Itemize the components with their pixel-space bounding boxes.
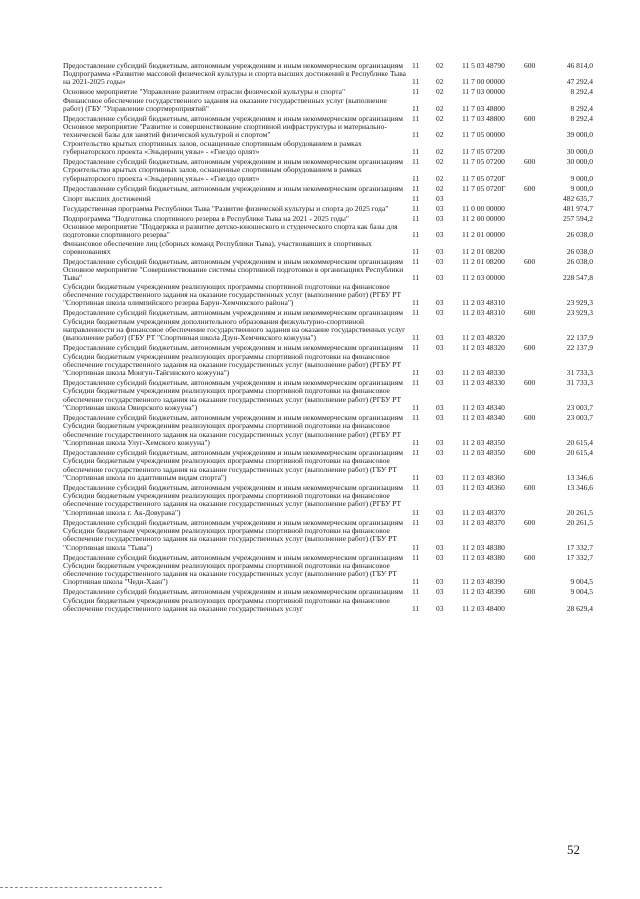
row-section: 11 <box>412 246 420 256</box>
row-amount: 8 292,4 <box>570 87 593 97</box>
row-expense-type <box>524 422 552 447</box>
row-target-article: 11 2 03 48360 <box>462 472 505 482</box>
row-expense-type <box>524 283 552 308</box>
row-amount: 482 635,7 <box>563 193 593 203</box>
table-row <box>63 123 593 140</box>
row-expense-type <box>524 318 552 343</box>
row-name: Предоставление субсидий бюджетным, автономным учреждениям и иным некоммерческим организациям <box>63 183 403 193</box>
row-subsection: 03 <box>436 577 444 587</box>
row-target-article: 11 2 03 48360 <box>462 482 505 492</box>
row-amount: 31 733,3 <box>566 368 593 378</box>
row-target-article: 11 7 03 48800 <box>462 113 505 123</box>
row-amount: 228 547,8 <box>563 273 593 283</box>
row-expense-type <box>524 87 552 97</box>
row-amount: 28 629,4 <box>566 604 593 614</box>
row-name: Субсидии бюджетным учреждениям реализующих программы спортивной подготовки на финансовое обеспечение государственного задания на оказание государственных услуг (выполнение работ) (РГБУ РТ "Спортивная школа Овюрского кожууна") <box>63 386 402 413</box>
row-section: 11 <box>412 147 420 157</box>
row-amount: 9 000,0 <box>570 183 593 193</box>
row-target-article: 11 7 03 00000 <box>462 87 505 97</box>
row-name: Основное мероприятие "Управление развитием отрасли физической культуры и спорта" <box>63 87 346 97</box>
row-subsection: 03 <box>436 343 444 353</box>
row-expense-type <box>524 203 552 213</box>
row-expense-type <box>524 193 552 203</box>
row-expense-type: 600 <box>524 60 536 70</box>
table-row <box>63 318 593 343</box>
row-amount: 8 292,4 <box>570 103 593 113</box>
row-subsection: 03 <box>436 256 444 266</box>
row-target-article: 11 2 01 00000 <box>462 230 505 240</box>
row-target-article: 11 5 03 48790 <box>462 60 505 70</box>
row-target-article: 11 7 05 0720Г <box>462 183 506 193</box>
row-target-article: 11 2 03 48340 <box>462 413 505 423</box>
row-section: 11 <box>412 587 420 597</box>
table-row <box>63 283 593 308</box>
row-target-article: 11 2 03 48340 <box>462 403 505 413</box>
table-row <box>63 597 593 614</box>
row-name: Основное мероприятие "Поддержка и развитие детско-юношеского и студенческого спорта как базы для подготовки спортивного резерва" <box>63 221 398 240</box>
row-subsection: 03 <box>436 298 444 308</box>
row-target-article: 11 2 03 48390 <box>462 577 505 587</box>
row-expense-type <box>524 123 552 140</box>
row-name: Субсидии бюджетным учреждениям реализующих программы спортивной подготовки на финансовое обеспечение государственного задания на оказание государственных услуг (выполнение работ) (ГБУ РТ Спортивная школа "Чеди-Хаан") <box>63 560 397 587</box>
row-target-article: 11 2 03 48330 <box>462 378 505 388</box>
row-amount: 17 332,7 <box>566 552 593 562</box>
row-subsection: 03 <box>436 368 444 378</box>
row-amount: 13 346,6 <box>566 482 593 492</box>
row-target-article: 11 2 03 48370 <box>462 517 505 527</box>
row-subsection: 03 <box>436 230 444 240</box>
row-expense-type: 600 <box>524 517 536 527</box>
row-section: 11 <box>412 203 420 213</box>
row-amount: 20 261,5 <box>566 507 593 517</box>
row-subsection: 02 <box>436 113 444 123</box>
row-subsection: 03 <box>436 542 444 552</box>
row-section: 11 <box>412 542 420 552</box>
budget-document <box>63 60 593 613</box>
row-subsection: 03 <box>436 507 444 517</box>
row-expense-type <box>524 562 552 587</box>
row-name: Субсидии бюджетным учреждениям реализующих программы спортивной подготовки на финансовое обеспечение государственного задания на оказание государственных услуг (выполнение работ) (РГБУ РТ "Спортивная школа Улуг-Хемского кожууна") <box>63 421 402 447</box>
table-row <box>63 353 593 378</box>
row-section: 11 <box>412 230 420 240</box>
row-amount: 39 000,0 <box>566 130 593 140</box>
row-section: 11 <box>412 413 420 423</box>
table-row <box>63 266 593 283</box>
table-row <box>63 422 593 447</box>
row-section: 11 <box>412 472 420 482</box>
table-row <box>63 97 593 114</box>
row-section: 11 <box>412 77 420 87</box>
row-section: 11 <box>412 437 420 447</box>
row-name: Предоставление субсидий бюджетным, автономным учреждениям и иным некоммерческим организациям <box>63 517 403 527</box>
row-target-article: 11 7 00 00000 <box>462 77 505 87</box>
table-row <box>63 527 593 552</box>
row-subsection: 02 <box>436 87 444 97</box>
row-expense-type <box>524 70 552 87</box>
row-target-article: 11 2 03 48350 <box>462 447 505 457</box>
row-expense-type: 600 <box>524 587 536 597</box>
row-expense-type <box>524 597 552 614</box>
row-subsection: 02 <box>436 157 444 167</box>
row-name: Предоставление субсидий бюджетным, автономным учреждениям и иным некоммерческим организациям <box>63 113 403 123</box>
table-row <box>63 140 593 157</box>
row-amount: 20 615,4 <box>566 437 593 447</box>
row-section: 11 <box>412 298 420 308</box>
row-section: 11 <box>412 577 420 587</box>
row-subsection: 02 <box>436 173 444 183</box>
row-section: 11 <box>412 507 420 517</box>
row-amount: 46 814,0 <box>566 60 593 70</box>
row-section: 11 <box>412 273 420 283</box>
row-subsection: 03 <box>436 437 444 447</box>
budget-table-body <box>63 60 593 613</box>
row-subsection: 03 <box>436 203 444 213</box>
row-name: Предоставление субсидий бюджетным, автономным учреждениям и иным некоммерческим организациям <box>63 587 403 597</box>
row-amount: 8 292,4 <box>570 113 593 123</box>
table-row <box>63 562 593 587</box>
row-section: 11 <box>412 552 420 562</box>
row-name: Субсидии бюджетным учреждениям реализующих программы спортивной подготовки на финансовое обеспечение государственного задания на оказание государственных услуг <box>63 595 390 614</box>
row-expense-type: 600 <box>524 552 536 562</box>
row-expense-type <box>524 492 552 517</box>
row-name: Подпрограмма «Развитие массовой физической культуры и спорта высших достижений в Республике Тыва на 2021-2025 годы» <box>63 69 406 87</box>
row-target-article: 11 7 05 07200 <box>462 157 505 167</box>
row-section: 11 <box>412 193 420 203</box>
table-row <box>63 203 593 213</box>
row-amount: 9 000,0 <box>570 173 593 183</box>
row-section: 11 <box>412 130 420 140</box>
row-amount: 23 003,7 <box>566 413 593 423</box>
row-target-article: 11 2 00 00000 <box>462 213 505 223</box>
row-expense-type: 600 <box>524 308 536 318</box>
row-subsection: 03 <box>436 308 444 318</box>
row-name: Государственная программа Республики Тыва "Развитие физической культуры и спорта до 2025 года" <box>63 203 389 213</box>
row-section: 11 <box>412 87 420 97</box>
row-subsection: 03 <box>436 378 444 388</box>
row-section: 11 <box>412 213 420 223</box>
row-section: 11 <box>412 343 420 353</box>
row-subsection: 02 <box>436 77 444 87</box>
table-row <box>63 223 593 240</box>
row-target-article: 11 7 03 48800 <box>462 103 505 113</box>
row-name: Основное мероприятие "Развитие и совершенствование спортивной инфраструктуры и материально-технической базы для занятий физической культурой и спортом" <box>63 122 387 140</box>
row-amount: 23 003,7 <box>566 403 593 413</box>
row-expense-type: 600 <box>524 413 536 423</box>
row-target-article: 11 2 03 48390 <box>462 587 505 597</box>
row-section: 11 <box>412 60 420 70</box>
row-target-article: 11 7 05 00000 <box>462 130 505 140</box>
row-target-article: 11 7 05 07200 <box>462 147 505 157</box>
row-target-article: 11 2 03 48370 <box>462 507 505 517</box>
row-section: 11 <box>412 103 420 113</box>
row-amount: 26 038,0 <box>566 230 593 240</box>
row-section: 11 <box>412 517 420 527</box>
table-row <box>63 183 593 193</box>
row-section: 11 <box>412 378 420 388</box>
row-name: Финансовое обеспечение государственного задания на оказание государственных услуг (выполнение работ) (ГБУ "Управление спортмероприятий" <box>63 95 387 113</box>
table-row <box>63 492 593 517</box>
row-expense-type: 600 <box>524 157 536 167</box>
row-name: Строительство крытых спортивных залов, оснащенные спортивным оборудованием в рамках губернаторского проекта «Эньдерниң уязы» - «Гнездо орлят» <box>63 165 362 183</box>
row-name: Спорт высших достижений <box>63 193 151 203</box>
row-name: Субсидии бюджетным учреждениям реализующих программы спортивной подготовки на финансовое обеспечение государственного задания на оказание государственных услуг (выполнение работ) (ГБУ РТ "Спортивная школа "Тыва") <box>63 525 397 552</box>
row-subsection: 02 <box>436 183 444 193</box>
row-name: Предоставление субсидий бюджетным, автономным учреждениям и иным некоммерческим организациям <box>63 308 403 318</box>
row-target-article: 11 2 03 48320 <box>462 343 505 353</box>
row-name: Субсидии бюджетным учреждениям реализующих программы спортивной подготовки на финансовое обеспечение государственного задания на оказание государственных услуг (выполнение работ) (ГБУ РТ "Спортивная школа по адаптивным видам спорта") <box>63 456 397 482</box>
row-subsection: 03 <box>436 604 444 614</box>
row-amount: 9 004,5 <box>570 587 593 597</box>
row-section: 11 <box>412 256 420 266</box>
row-subsection: 03 <box>436 213 444 223</box>
row-target-article: 11 0 00 00000 <box>462 203 505 213</box>
table-row <box>63 387 593 412</box>
row-subsection: 03 <box>436 413 444 423</box>
table-row <box>63 166 593 183</box>
row-expense-type <box>524 240 552 257</box>
row-subsection: 03 <box>436 517 444 527</box>
page-number: 52 <box>567 842 580 857</box>
row-target-article <box>462 193 524 203</box>
row-name: Предоставление субсидий бюджетным, автономным учреждениям и иным некоммерческим организациям <box>63 378 403 388</box>
table-row <box>63 240 593 257</box>
row-target-article: 11 2 03 48310 <box>462 298 505 308</box>
row-expense-type <box>524 166 552 183</box>
row-subsection: 03 <box>436 472 444 482</box>
row-name: Предоставление субсидий бюджетным, автономным учреждениям и иным некоммерческим организациям <box>63 60 403 70</box>
row-subsection: 02 <box>436 60 444 70</box>
row-section: 11 <box>412 447 420 457</box>
row-expense-type: 600 <box>524 113 536 123</box>
row-amount: 20 615,4 <box>566 447 593 457</box>
table-row <box>63 70 593 87</box>
row-subsection: 03 <box>436 273 444 283</box>
row-name: Предоставление субсидий бюджетным, автономным учреждениям и иным некоммерческим организациям <box>63 447 403 457</box>
row-expense-type: 600 <box>524 447 536 457</box>
row-name: Предоставление субсидий бюджетным, автономным учреждениям и иным некоммерческим организациям <box>63 413 403 423</box>
row-name: Предоставление субсидий бюджетным, автономным учреждениям и иным некоммерческим организациям <box>63 343 403 353</box>
row-expense-type <box>524 97 552 114</box>
table-row <box>63 193 593 203</box>
row-amount: 47 292,4 <box>566 77 593 87</box>
row-subsection: 02 <box>436 103 444 113</box>
row-target-article: 11 2 01 08200 <box>462 256 505 266</box>
row-name: Предоставление субсидий бюджетным, автономным учреждениям и иным некоммерческим организациям <box>63 482 403 492</box>
row-amount: 23 929,3 <box>566 298 593 308</box>
row-expense-type <box>524 140 552 157</box>
row-amount: 26 038,0 <box>566 256 593 266</box>
table-row <box>63 457 593 482</box>
budget-table <box>63 60 593 613</box>
row-name: Предоставление субсидий бюджетным, автономным учреждениям и иным некоммерческим организациям <box>63 157 403 167</box>
row-name: Предоставление субсидий бюджетным, автономным учреждениям и иным некоммерческим организациям <box>63 256 403 266</box>
row-target-article: 11 7 05 0720Г <box>462 173 506 183</box>
row-amount: 30 000,0 <box>566 157 593 167</box>
row-amount: 31 733,3 <box>566 378 593 388</box>
row-section: 11 <box>412 368 420 378</box>
row-section: 11 <box>412 308 420 318</box>
row-subsection: 03 <box>436 193 444 203</box>
row-expense-type: 600 <box>524 256 536 266</box>
row-amount: 9 004,5 <box>570 577 593 587</box>
row-expense-type <box>524 353 552 378</box>
row-expense-type <box>524 266 552 283</box>
row-name: Предоставление субсидий бюджетным, автономным учреждениям и иным некоммерческим организациям <box>63 552 403 562</box>
row-expense-type <box>524 223 552 240</box>
row-name: Субсидии бюджетным учреждениям реализующих программы спортивной подготовки на финансовое обеспечение государственного задания на оказание государственных услуг (выполнение работ) (РГБУ РТ "Спортивная школа г. Ак-Довурака") <box>63 491 402 517</box>
row-expense-type: 600 <box>524 343 536 353</box>
row-amount: 23 929,3 <box>566 308 593 318</box>
bottom-divider <box>0 887 162 889</box>
row-expense-type <box>524 457 552 482</box>
row-target-article: 11 2 01 08200 <box>462 246 505 256</box>
row-section: 11 <box>412 173 420 183</box>
row-subsection: 02 <box>436 147 444 157</box>
row-subsection: 02 <box>436 130 444 140</box>
row-subsection: 03 <box>436 403 444 413</box>
row-name: Субсидии бюджетным учреждениям реализующих программы спортивной подготовки на финансовое обеспечение государственного задания на оказание государственных услуг (выполнение работ) (РГБУ РТ "Спортивная школа олимпийского резерва Барун-Хемчикского района") <box>63 281 402 308</box>
row-expense-type: 600 <box>524 482 536 492</box>
row-expense-type: 600 <box>524 183 536 193</box>
row-section: 11 <box>412 157 420 167</box>
row-section: 11 <box>412 403 420 413</box>
row-section: 11 <box>412 482 420 492</box>
row-subsection: 03 <box>436 246 444 256</box>
row-name: Строительство крытых спортивных залов, оснащенные спортивным оборудованием в рамках губернаторского проекта «Эньдерниң уязы» - «Гнездо орлят» <box>63 138 362 157</box>
row-amount: 257 594,2 <box>563 213 593 223</box>
row-name: Субсидии бюджетным учреждениям дополнительного образования физкультурно-спортивной направленности на финансовое обеспечение государственного задания на оказание государственных услуг (выполнение работ) (ГБУ РТ "Спортивная школа Дзун-Хемчикского кожууна") <box>63 316 406 343</box>
row-amount: 30 000,0 <box>566 147 593 157</box>
row-expense-type <box>524 527 552 552</box>
row-amount: 17 332,7 <box>566 542 593 552</box>
row-target-article: 11 2 03 48380 <box>462 552 505 562</box>
row-name: Основное мероприятие "Совершенствование системы спортивной подготовки в организациях Республики Тыва" <box>63 265 404 283</box>
row-amount: 481 974,7 <box>563 203 593 213</box>
row-name: Субсидии бюджетным учреждениям реализующих программы спортивной подготовки на финансовое обеспечение государственного задания на оказание государственных услуг (выполнение работ) (РГБУ РТ "Спортивная школа Монгун-Тайгинского кожууна") <box>63 351 402 378</box>
row-amount: 26 038,0 <box>566 246 593 256</box>
row-target-article: 11 2 03 48330 <box>462 368 505 378</box>
row-subsection: 03 <box>436 552 444 562</box>
row-section: 11 <box>412 183 420 193</box>
row-target-article: 11 2 03 48400 <box>462 604 505 614</box>
row-amount: 22 137,9 <box>566 333 593 343</box>
row-expense-type: 600 <box>524 378 536 388</box>
row-name: Финансовое обеспечение лиц (сборных команд Республики Тыва), участвовавших в спортивных соревнованиях <box>63 238 372 256</box>
row-subsection: 03 <box>436 447 444 457</box>
row-target-article: 11 2 03 00000 <box>462 273 505 283</box>
row-expense-type <box>524 213 552 223</box>
row-section: 11 <box>412 333 420 343</box>
row-subsection: 03 <box>436 587 444 597</box>
row-name: Подпрограмма "Подготовка спортивного резерва в Республике Тыва на 2021 - 2025 годы" <box>63 213 349 223</box>
row-target-article: 11 2 03 48380 <box>462 542 505 552</box>
row-subsection: 03 <box>436 333 444 343</box>
row-amount: 20 261,5 <box>566 517 593 527</box>
row-target-article: 11 2 03 48350 <box>462 437 505 447</box>
row-amount: 22 137,9 <box>566 343 593 353</box>
row-target-article: 11 2 03 48310 <box>462 308 505 318</box>
row-subsection: 03 <box>436 482 444 492</box>
row-section: 11 <box>412 113 420 123</box>
row-amount: 13 346,6 <box>566 472 593 482</box>
row-section: 11 <box>412 604 420 614</box>
row-expense-type <box>524 387 552 412</box>
row-target-article: 11 2 03 48320 <box>462 333 505 343</box>
